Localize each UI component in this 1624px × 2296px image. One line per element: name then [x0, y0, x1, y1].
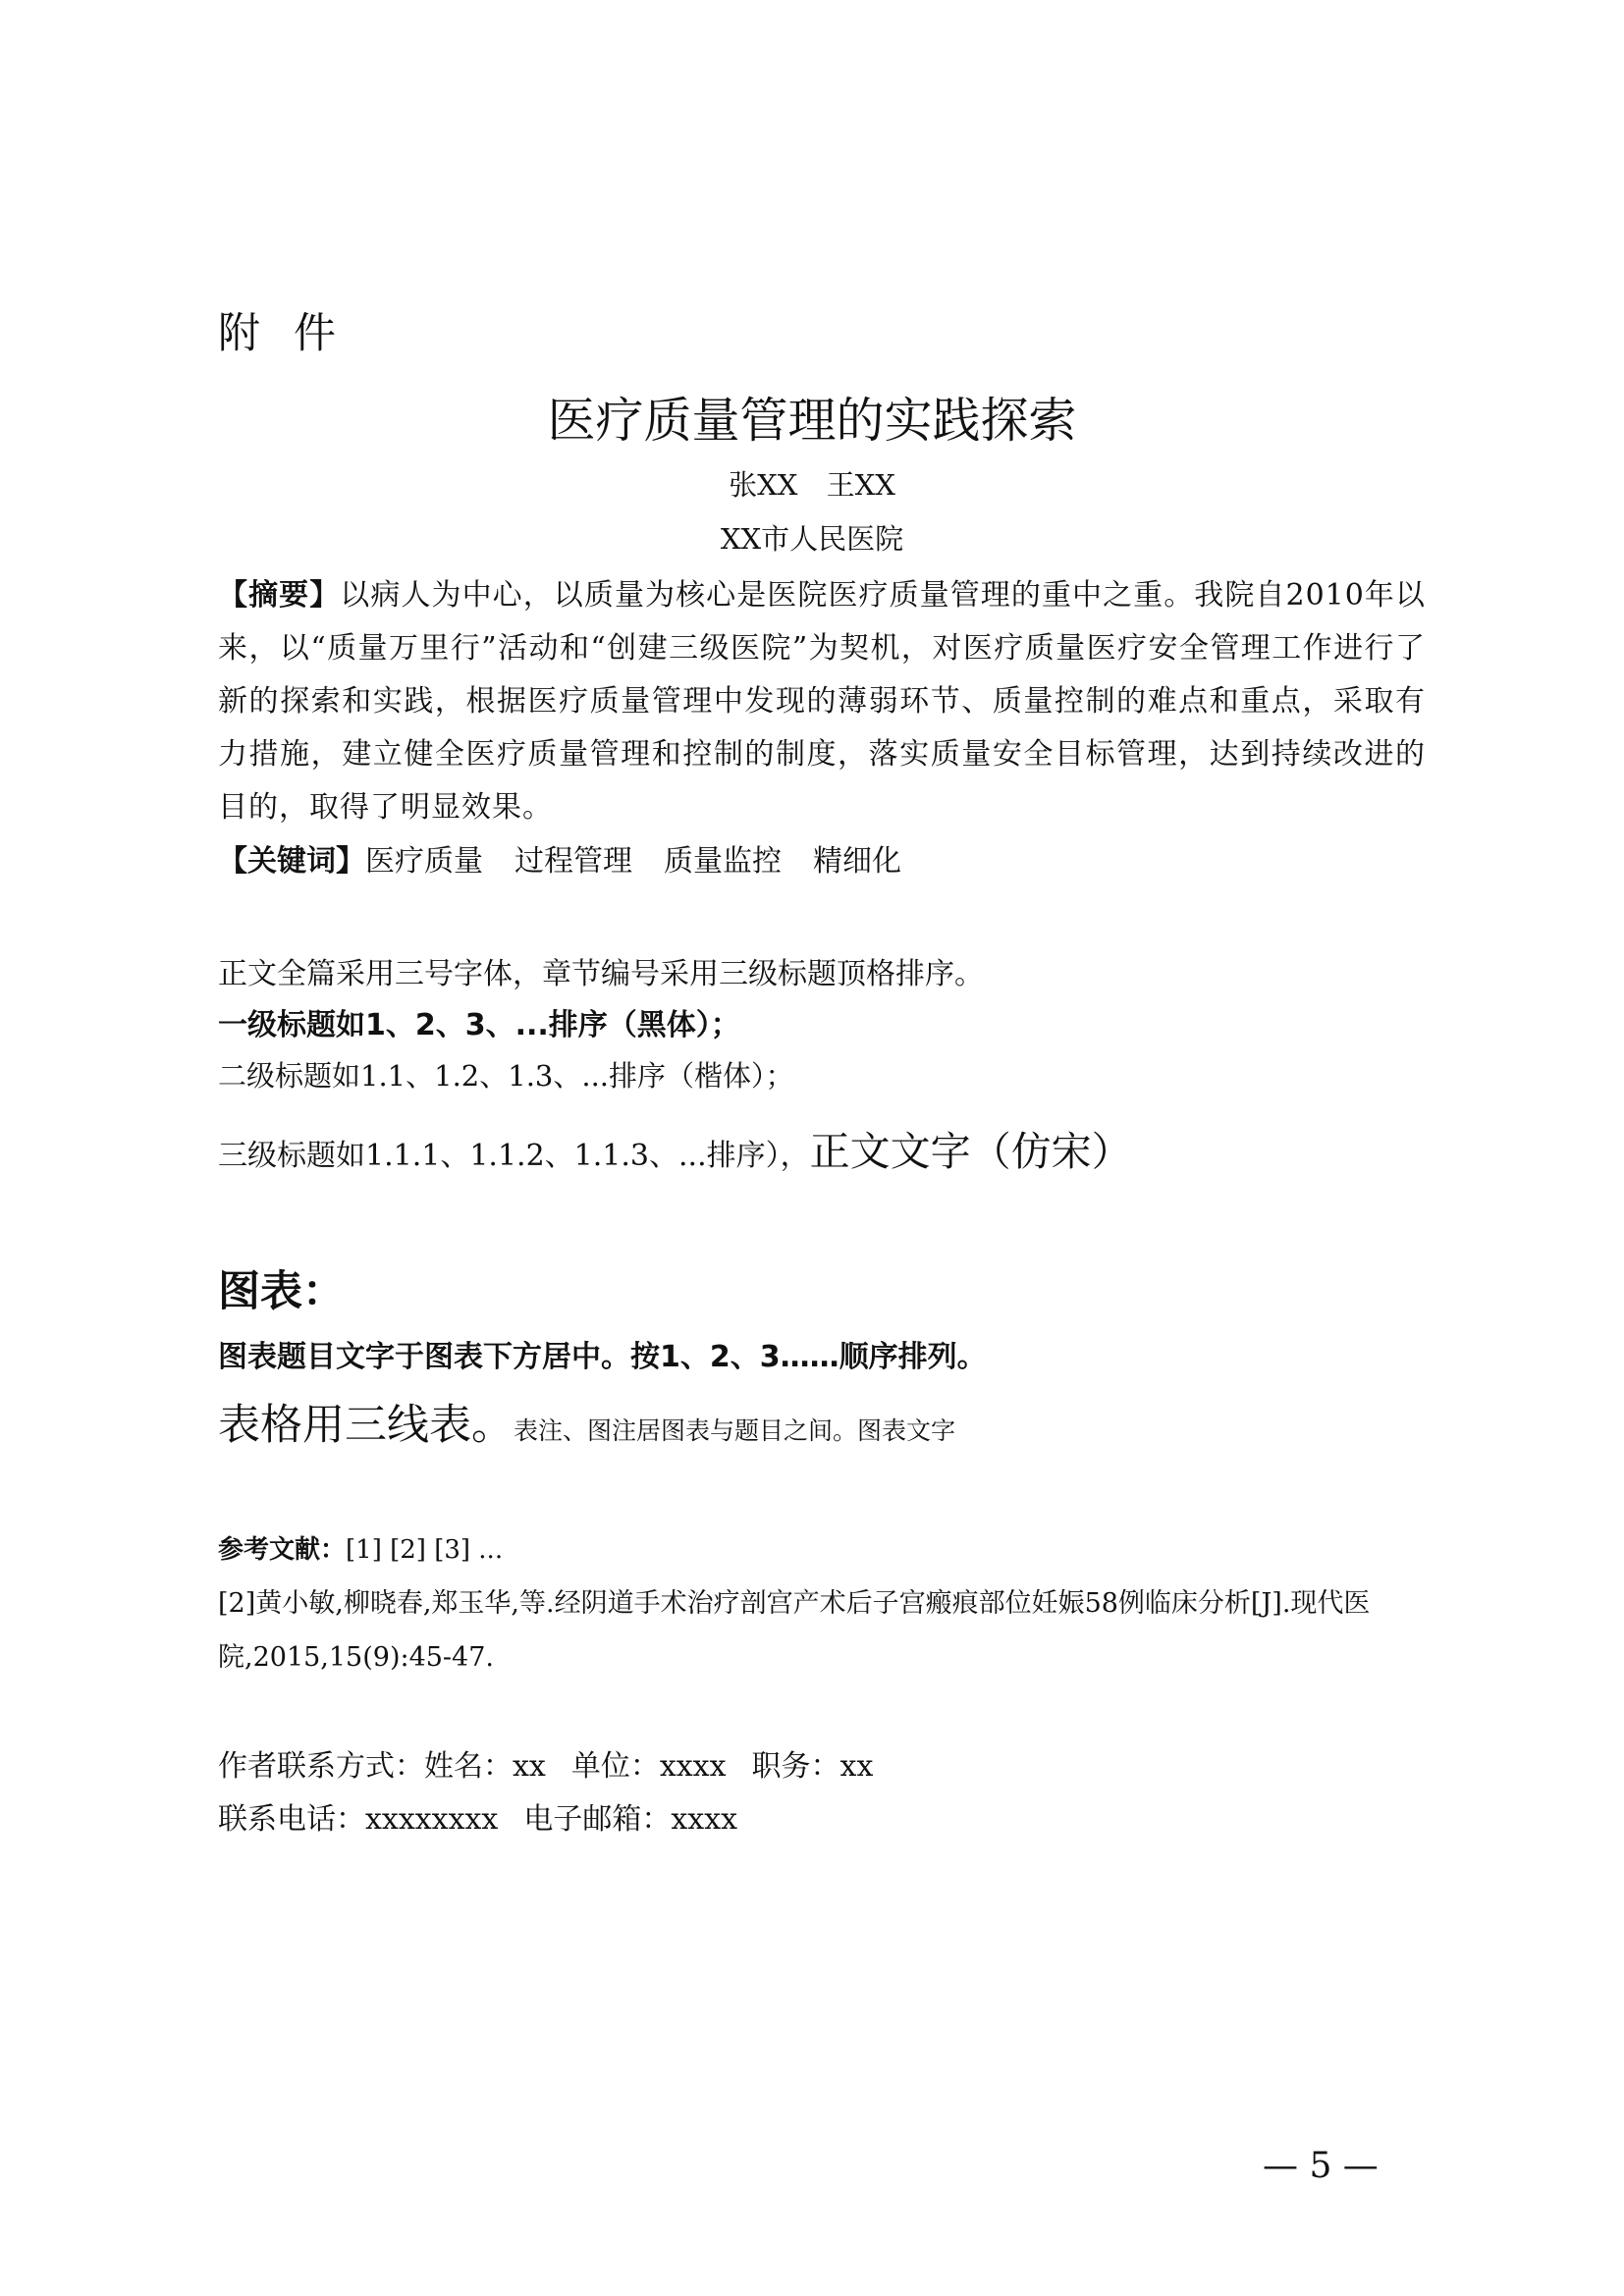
format-note-level3: [218, 1119, 1132, 1177]
references-items: [1] [2] [3] ...: [346, 1535, 504, 1565]
phone-label: 联系电话：: [218, 1802, 365, 1837]
format-note-level3-big: 正文文字（仿宋）: [809, 1128, 1132, 1175]
table-note-big: 表格用三线表。: [218, 1401, 514, 1450]
keyword: 精细化: [813, 844, 901, 879]
references-label: 参考文献：: [218, 1535, 347, 1565]
format-note-level1: 一级标题如1、2、3、...排序（黑体）；: [218, 1008, 740, 1042]
figures-heading: 图表：: [218, 1267, 345, 1316]
figures-caption-note: 图表题目文字于图表下方居中。按1、2、3……顺序排列。: [218, 1340, 987, 1374]
abstract: [218, 569, 1426, 834]
paper-title: 医疗质量管理的实践探索: [547, 393, 1077, 449]
position-value: xx: [839, 1749, 874, 1784]
affiliation: XX市人民医院: [720, 522, 904, 556]
abstract-text: 以病人为中心，以质量为核心是医院医疗质量管理的重中之重。我院自2010年以来，以“质量万里行”活动和“创建三级医院”为契机，对医疗质量医疗安全管理工作进行了新的探索和实践，根据医疗质量管理中发现的薄弱环节、质量控制的难点和重点，采取有力措施，建立健全医疗质量管理和控制的制度，落实质量安全目标管理，达到持续改进的目的，取得了明显效果。: [218, 578, 1426, 825]
contact-line-2: [218, 1794, 737, 1838]
abstract-label: 【摘要】: [218, 578, 341, 613]
page-number: — 5 —: [1263, 2146, 1379, 2186]
attachment-label: 附件: [218, 309, 369, 358]
position-label: 职务：: [751, 1749, 840, 1784]
name-label: 姓名：: [424, 1749, 513, 1784]
keywords: [218, 836, 933, 880]
format-note-body: 正文全篇采用三号字体，章节编号采用三级标题顶格排序。: [218, 957, 984, 991]
keyword: 质量监控: [664, 844, 782, 879]
unit-label: 单位：: [570, 1749, 660, 1784]
table-note: [218, 1392, 955, 1452]
contact-line-1: [218, 1741, 873, 1785]
references-heading: [218, 1529, 503, 1566]
table-note-small: 表注、图注居图表与题目之间。图表文字: [514, 1416, 956, 1445]
email-value: xxxx: [671, 1802, 738, 1837]
reference-example: [2]黄小敏,柳晓春,郑玉华,等.经阴道手术治疗剖宫产术后子宫瘢痕部位妊娠58例临床分析[J].现代医院,2015,15(9):45-47.: [218, 1588, 1371, 1673]
keywords-label: 【关键词】: [218, 844, 365, 879]
email-label: 电子邮箱：: [523, 1802, 672, 1837]
authors: 张XX 王XX: [729, 468, 895, 502]
keyword: 过程管理: [514, 844, 632, 879]
keyword: 医疗质量: [365, 844, 483, 879]
contact-label: 作者联系方式：: [218, 1749, 424, 1784]
unit-value: xxxx: [659, 1749, 727, 1784]
format-note-level2: 二级标题如1.1、1.2、1.3、...排序（楷体）；: [218, 1059, 794, 1093]
name-value: xx: [513, 1749, 546, 1784]
format-note-level3-text: 三级标题如1.1.1、1.1.2、1.1.3、...排序），: [218, 1139, 810, 1173]
phone-value: xxxxxxxx: [365, 1802, 499, 1837]
